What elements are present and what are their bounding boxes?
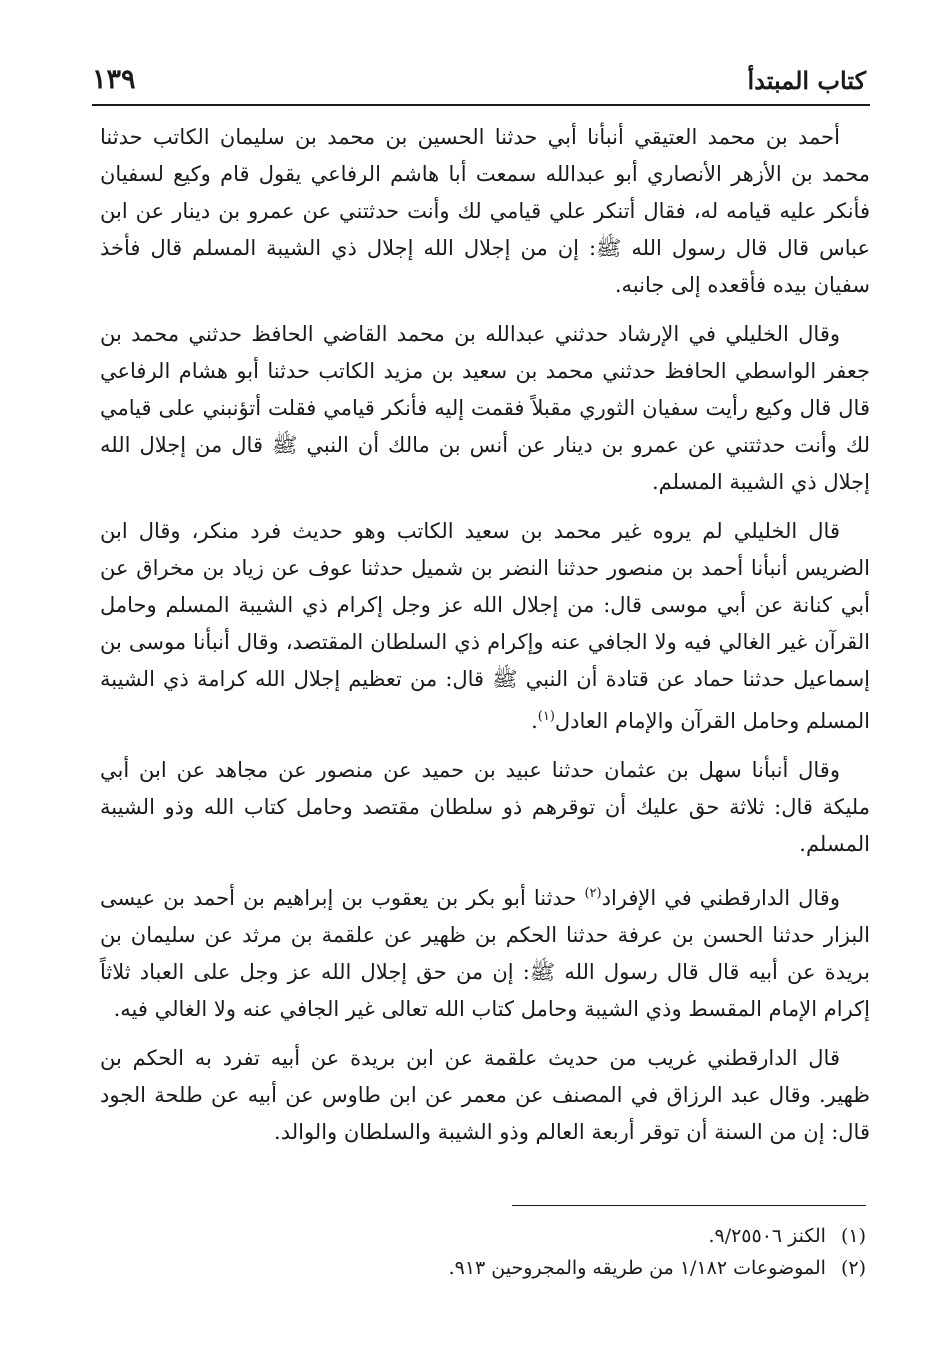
main-text <box>100 119 870 1163</box>
page-number: ١٣٩ <box>92 64 136 95</box>
paragraph-text: وقال أنبأنا سهل بن عثمان حدثنا عبيد بن حميد عن منصور عن مجاهد عن ابن أبي مليكة قال: ثلاثة حق عليك أن توقرهم ذو سلطان مقتصد وحامل كتاب الله وذو الشيبة المسلم. <box>100 758 870 856</box>
paragraph-text: أحمد بن محمد العتيقي أنبأنا أبي حدثنا الحسين بن محمد بن سليمان الكاتب حدثنا محمد بن الأزهر الأنصاري أبو عبدالله سمعت أبا هاشم الرفاعي يقول قام وكيع لسفيان فأنكر عليه قيامه له، فقال أتنكر علي قيامي لك وأنت حدثتني عن عمرو بن دينار عن ابن عباس قال قال رسول الله ﷺ: إن من إجلال الله إجلال ذي الشيبة المسلم قال فأخذ سفيان بيده فأقعده إلى جانبه. <box>100 125 870 297</box>
paragraph-end: . <box>531 709 538 733</box>
paragraph <box>100 513 870 740</box>
page-header <box>92 62 866 102</box>
footnote-marker: (١) <box>537 709 555 724</box>
running-title: كتاب المبتدأ <box>747 66 866 95</box>
paragraph-text: قال الخليلي لم يروه غير محمد بن سعيد الكاتب وهو حديث فرد منكر، وقال ابن الضريس أنبأنا أحمد بن منصور حدثنا النضر بن شميل حدثنا عوف عن زياد بن مخراق عن أبي كنانة عن أبي موسى قال: من إجلال الله عز وجل إكرام ذي الشيبة المسلم وحامل القرآن غير الغالي فيه ولا الجافي عنه وإكرام ذي السلطان المقتصد، وقال أنبأنا موسى بن إسماعيل حدثنا حماد عن قتادة أن النبي ﷺ قال: من تعظيم إجلال الله كرامة ذي الشيبة المسلم وحامل القرآن والإمام العادل <box>100 519 870 733</box>
footnote-separator <box>512 1205 866 1206</box>
paragraph <box>100 316 870 501</box>
footnote-marker: (٢) <box>584 886 602 901</box>
paragraph-text: وقال الخليلي في الإرشاد حدثني عبدالله بن محمد القاضي الحافظ حدثني محمد بن جعفر الواسطي الحافظ حدثني محمد بن سعيد بن مزيد الكاتب حدثنا أبو هشام الرفاعي قال قال وكيع رأيت سفيان الثوري مقبلاً فقمت إليه فأنكر قيامي فقلت أتؤنبني على قيامي لك وأنت حدثتني عن عمرو بن دينار عن أنس بن مالك أن النبي ﷺ قال من إجلال الله إجلال ذي الشيبة المسلم. <box>100 322 870 494</box>
header-rule <box>92 104 870 106</box>
footnote-number: (١) <box>840 1225 866 1247</box>
paragraph-start: وقال الدارقطني في الإفراد <box>601 886 840 910</box>
paragraph <box>100 752 870 863</box>
footnote <box>100 1220 866 1252</box>
footnote-number: (٢) <box>840 1257 866 1279</box>
footnote <box>100 1252 866 1284</box>
paragraph-text: قال الدارقطني غريب من حديث علقمة عن ابن بريدة عن أبيه تفرد به الحكم بن ظهير. وقال عبد الرزاق في المصنف عن معمر عن ابن طاوس عن أبيه عن طلحة الجود قال: إن من السنة أن توقر أربعة العالم وذو الشيبة والسلطان والوالد. <box>100 1046 870 1144</box>
footnotes <box>100 1220 866 1284</box>
footnote-text: الكنز ٩/٢٥٥٠٦. <box>708 1225 826 1247</box>
paragraph <box>100 119 870 304</box>
paragraph-text: حدثنا أبو بكر بن يعقوب بن إبراهيم بن أحمد بن عيسى البزار حدثنا الحسن بن عرفة حدثنا الحكم بن ظهير عن علقمة بن مرثد عن سليمان بن بريدة عن أبيه قال قال رسول الله ﷺ: إن من حق إجلال الله عز وجل على العباد ثلاثاً إكرام الإمام المقسط وذي الشيبة وحامل كتاب الله تعالى غير الجافي عنه ولا الغالي فيه. <box>100 886 870 1021</box>
paragraph <box>100 875 870 1028</box>
footnote-text: الموضوعات ١/١٨٢ من طريقه والمجروحين ٩١٣. <box>448 1257 826 1279</box>
paragraph <box>100 1040 870 1151</box>
